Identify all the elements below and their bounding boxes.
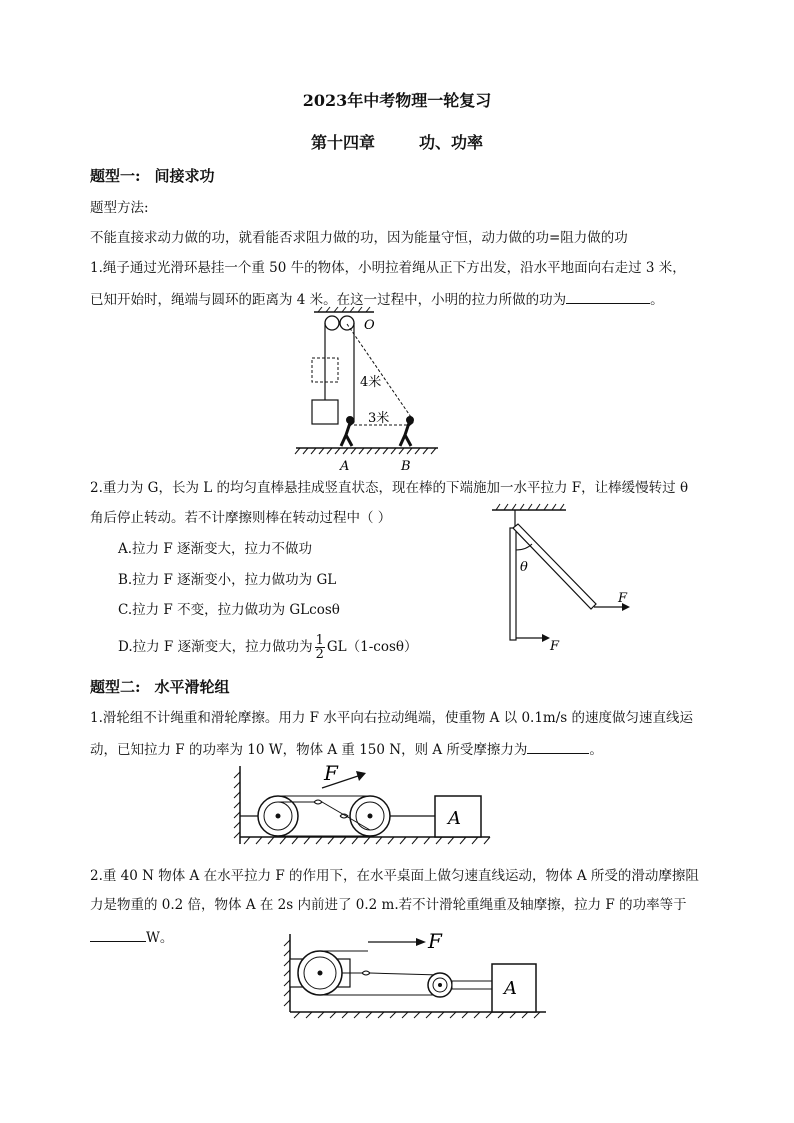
rope-ring-figure	[292, 306, 442, 476]
s2-q1-line1: 1.滑轮组不计绳重和滑轮摩擦。用力 F 水平向右拉动绳端，使重物 A 以 0.1m/s 的速度做匀速直线运	[90, 710, 693, 726]
label-F-rotated: F	[618, 591, 628, 606]
document-title: 2023年中考物理一轮复习	[302, 91, 492, 110]
method-label: 题型方法:	[90, 200, 149, 216]
horizontal-pulley-figure-2	[278, 928, 550, 1022]
ring-left	[325, 316, 339, 330]
ring-right	[340, 316, 354, 330]
label-3m: 3米	[368, 411, 390, 426]
s2-q2-answer-blank[interactable]	[90, 927, 146, 942]
q2-line2: 角后停止转动。若不计摩擦则棒在转动过程中（ ）	[90, 510, 392, 526]
label-F: F	[428, 929, 442, 953]
rod-vertical	[510, 528, 516, 640]
person-b	[400, 417, 414, 447]
s2-q2-line3	[90, 927, 173, 948]
method-text: 不能直接求动力做的功，就看能否求阻力做的功，因为能量守恒，动力做的功=阻力做的功	[90, 230, 628, 246]
label-4m: 4米	[360, 375, 382, 390]
section1-heading	[90, 165, 215, 186]
q2-option-b[interactable]: B.拉力 F 逐渐变小，拉力做功为 GL	[118, 572, 337, 588]
q2-option-a[interactable]: A.拉力 F 逐渐变大，拉力不做功	[118, 541, 312, 557]
label-B: B	[401, 459, 411, 474]
chapter-title	[0, 130, 794, 153]
q2-line1: 2.重力为 G，长为 L 的均匀直棒悬挂成竖直状态，现在棒的下端施加一水平拉力 F，让棒缓慢转过 θ	[90, 480, 689, 496]
s2-q2-end: W。	[146, 930, 174, 946]
section2-topic: 水平滑轮组	[154, 678, 230, 696]
s2-q2-line1: 2.重 40 N 物体 A 在水平拉力 F 的作用下，在水平桌面上做匀速直线运动，物体 A 所受的滑动摩擦阻	[90, 868, 699, 884]
s2-q1-line2-text: 动，已知拉力 F 的功率为 10 W，物体 A 重 150 N，则 A 所受摩擦力为	[90, 742, 528, 758]
s2-q1-line2	[90, 739, 603, 760]
q1-end: 。	[650, 292, 664, 308]
option-d-text: D.拉力 F 逐渐变大，拉力做功为	[118, 639, 313, 655]
q1-answer-blank[interactable]	[566, 289, 650, 304]
label-O: O	[364, 318, 375, 333]
label-A: A	[448, 808, 461, 829]
connecting-rod	[452, 981, 492, 989]
fraction-one-half	[315, 634, 325, 661]
q2-option-d[interactable]	[118, 632, 418, 662]
chapter-topic: 功、功率	[419, 133, 484, 152]
fraction-numerator: 1	[315, 633, 324, 648]
chapter-number: 第十四章	[310, 133, 375, 152]
s2-q1-answer-blank[interactable]	[527, 739, 589, 754]
option-d-formula: GL（1-cosθ）	[326, 639, 418, 655]
section2-heading	[90, 676, 230, 697]
label-A: A	[504, 978, 517, 999]
fraction-denominator: 2	[315, 647, 324, 662]
label-F-vertical: F	[550, 639, 560, 654]
q2-option-c[interactable]: C.拉力 F 不变，拉力做功为 GLcosθ	[118, 602, 340, 618]
label-A: A	[340, 459, 350, 474]
label-F: F	[324, 761, 338, 785]
weight-box	[312, 400, 338, 424]
s2-q2-line2: 力是物重的 0.2 倍，物体 A 在 2s 内前进了 0.2 m.若不计滑轮重绳重及轴摩擦，拉力 F 的功率等于	[90, 897, 687, 913]
section1-topic: 间接求功	[154, 167, 215, 185]
label-theta: θ	[520, 560, 528, 575]
q1-line2-text: 已知开始时，绳端与圆环的距离为 4 米。在这一过程中，小明的拉力所做的功为	[90, 292, 567, 308]
horizontal-pulley-figure-1	[230, 760, 510, 850]
rotating-rod-figure	[490, 500, 640, 658]
section1-label: 题型一:	[90, 167, 141, 185]
person-a	[341, 417, 354, 447]
s2-q1-end: 。	[589, 742, 603, 758]
section2-label: 题型二:	[90, 678, 141, 696]
q1-line1: 1.绳子通过光滑环悬挂一个重 50 牛的物体，小明拉着绳从正下方出发，沿水平地面向右走过 3 米，	[90, 260, 686, 276]
